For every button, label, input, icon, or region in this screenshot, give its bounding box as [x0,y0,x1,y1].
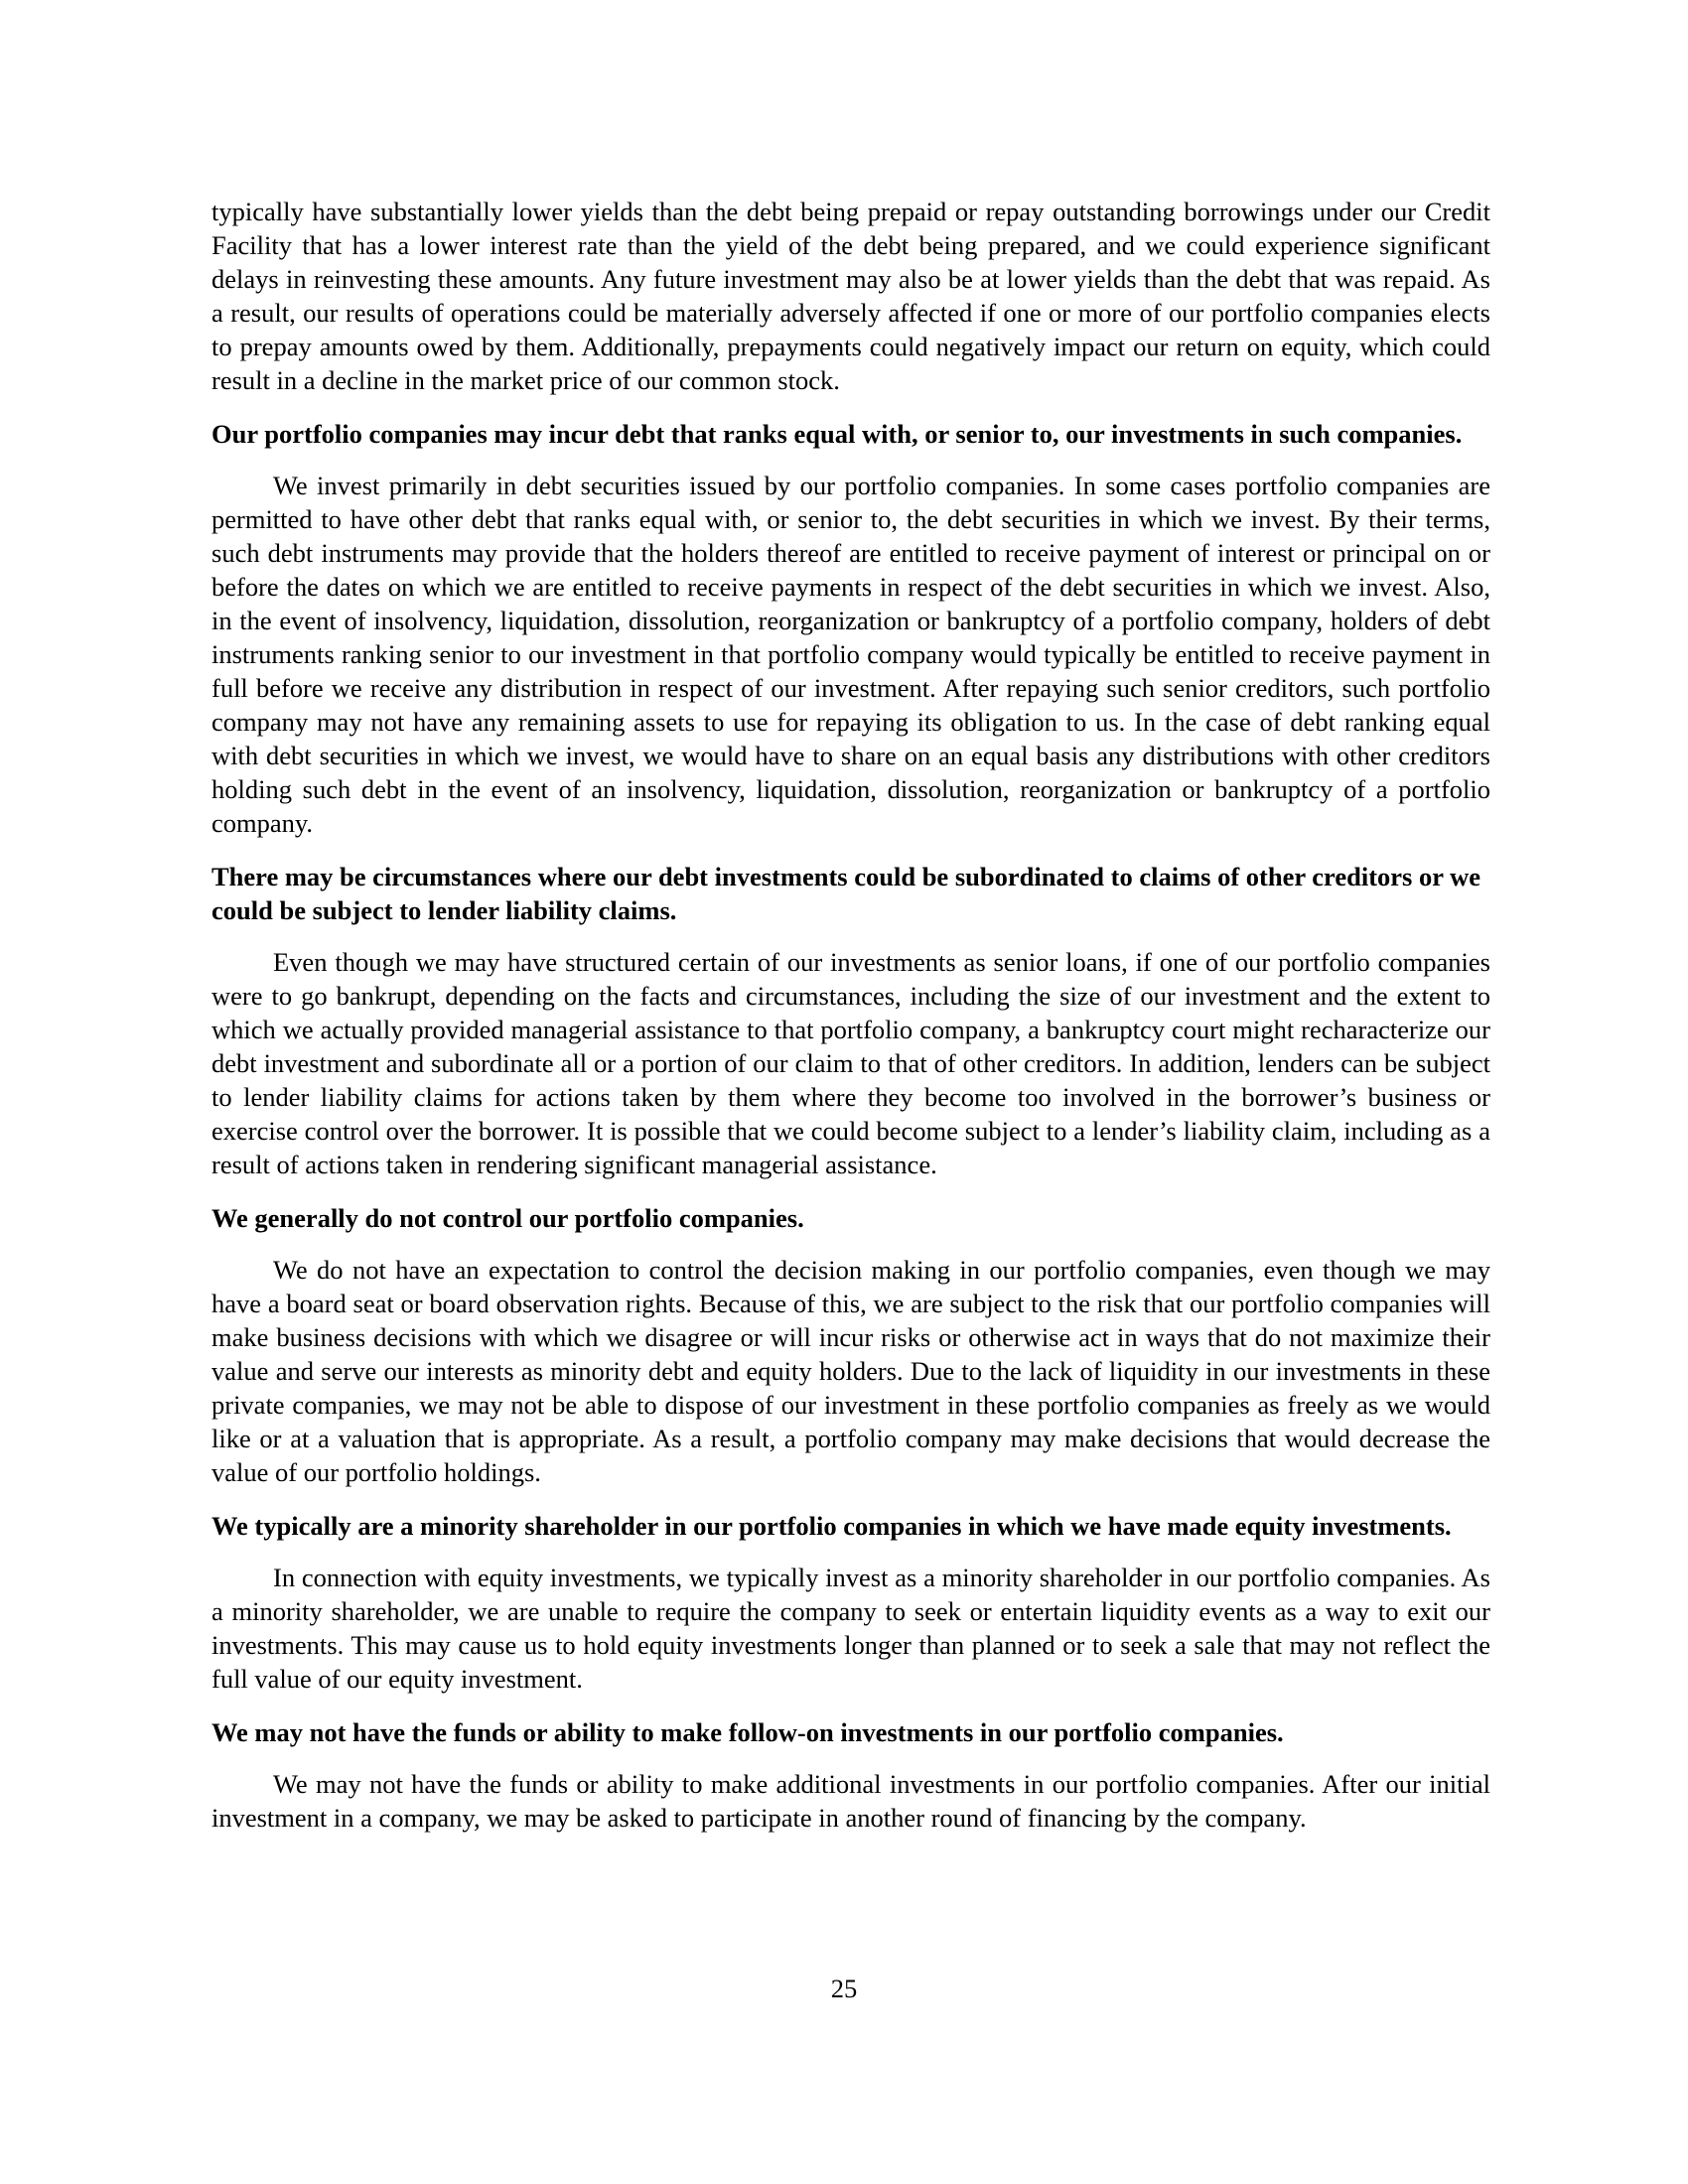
body-paragraph: In connection with equity investments, we typically invest as a minority shareholder in our portfolio companies. As a minority shareholder, we are unable to require the company to seek or entertain liquidity events as a way to exit our investments. This may cause us to hold equity investments longer than planned or to seek a sale that may not reflect the full value of our equity investment. [211,1563,1490,1694]
body-paragraph: Even though we may have structured certain of our investments as senior loans, if one of our portfolio companies were to go bankrupt, depending on the facts and circumstances, including the size of our investment and the extent to which we actually provided managerial assistance to that portfolio company, a bankruptcy court might recharacterize our debt investment and subordinate all or a portion of our claim to that of other creditors. In addition, lenders can be subject to lender liability claims for actions taken by them where they become too involved in the borrower’s business or exercise control over the borrower. It is possible that we could become subject to a lender’s liability claim, including as a result of actions taken in rendering significant managerial assistance. [211,947,1490,1179]
risk-factor-heading: Our portfolio companies may incur debt that ranks equal with, or senior to, our investments in such companies. [211,419,1463,449]
page-number: 25 [830,1974,858,2003]
body-paragraph: We do not have an expectation to control the decision making in our portfolio companies, even though we may have a board seat or board observation rights. Because of this, we are subject to the risk that our portfolio companies will make business decisions with which we disagree or will incur risks or otherwise act in ways that do not maximize their value and serve our interests as minority debt and equity holders. Due to the lack of liquidity in our investments in these private companies, we may not be able to dispose of our investment in these portfolio companies as freely as we would like or at a valuation that is appropriate. As a result, a portfolio company may make decisions that would decrease the value of our portfolio holdings. [211,1255,1490,1487]
body-paragraph: typically have substantially lower yields than the debt being prepaid or repay outstanding borrowings under our Credit Facility that has a lower interest rate than the yield of the debt being prepared, and we could experience significant delays in reinvesting these amounts. Any future investment may also be at lower yields than the debt that was repaid. As a result, our results of operations could be materially adversely affected if one or more of our portfolio companies elects to prepay amounts owed by them. Additionally, prepayments could negatively impact our return on equity, which could result in a decline in the market price of our common stock. [211,197,1490,395]
risk-factor-heading: We generally do not control our portfolio companies. [211,1203,804,1233]
document-body [211,195,1490,1835]
body-paragraph: We invest primarily in debt securities issued by our portfolio companies. In some cases portfolio companies are permitted to have other debt that ranks equal with, or senior to, the debt securities in which we invest. By their terms, such debt instruments may provide that the holders thereof are entitled to receive payment of interest or principal on or before the dates on which we are entitled to receive payments in respect of the debt securities in which we invest. Also, in the event of insolvency, liquidation, dissolution, reorganization or bankruptcy of a portfolio company, holders of debt instruments ranking senior to our investment in that portfolio company would typically be entitled to receive payment in full before we receive any distribution in respect of our investment. After repaying such senior creditors, such portfolio company may not have any remaining assets to use for repaying its obligation to us. In the case of debt ranking equal with debt securities in which we invest, we would have to share on an equal basis any distributions with other creditors holding such debt in the event of an insolvency, liquidation, dissolution, reorganization or bankruptcy of a portfolio company. [211,471,1490,838]
body-paragraph: We may not have the funds or ability to make additional investments in our portfolio companies. After our initial investment in a company, we may be asked to participate in another round of financing by the company. [211,1769,1490,1833]
risk-factor-heading: We may not have the funds or ability to make follow-on investments in our portfolio companies. [211,1717,1284,1747]
risk-factor-heading: We typically are a minority shareholder in our portfolio companies in which we have made equity investments. [211,1511,1452,1541]
risk-factor-heading: There may be circumstances where our debt investments could be subordinated to claims of other creditors or we could be subject to lender liability claims. [211,862,1481,925]
